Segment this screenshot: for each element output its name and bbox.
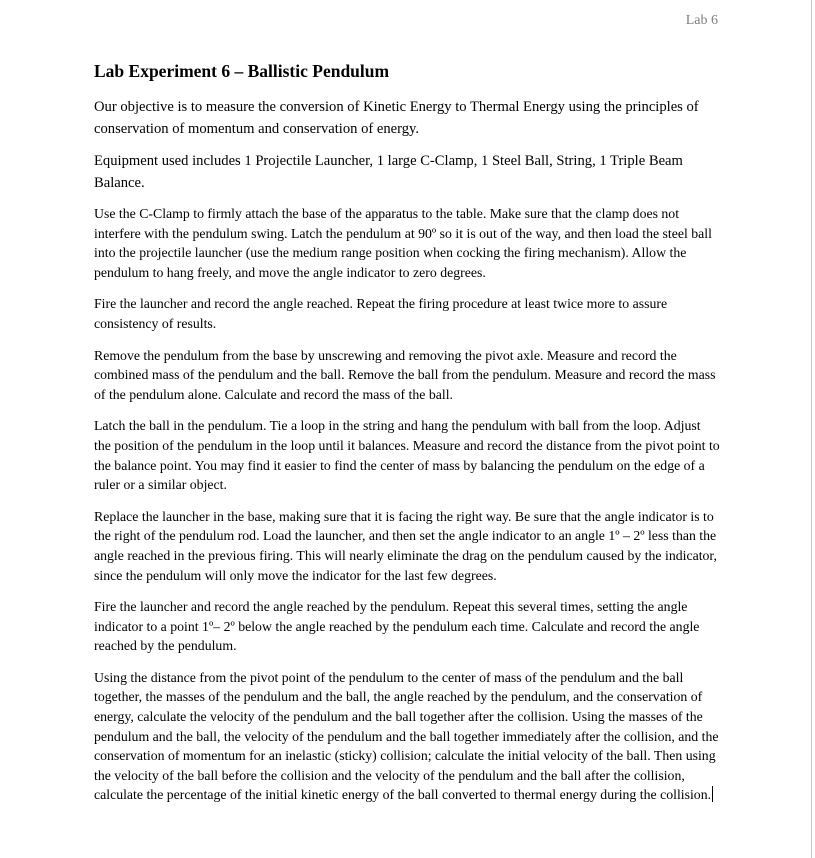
- step-paragraph-first-firing: Fire the launcher and record the angle reached. Repeat the firing procedure at least twice more to assure consistency of results.: [94, 296, 668, 331]
- running-header: Lab 6: [685, 13, 718, 28]
- equipment-paragraph: Equipment used includes 1 Projectile Launcher, 1 large C-Clamp, 1 Steel Ball, String, 1 Triple Beam Balance.: [94, 153, 683, 191]
- step-paragraph-repeat-firing: Fire the launcher and record the angle reached by the pendulum. Repeat this several times, setting the angle indicator to a point 1º– 2º below the angle reached by the pendulum each time. Calculate and record the angle reached by the pendulum.: [94, 599, 700, 654]
- step-paragraph-center-of-mass: Latch the ball in the pendulum. Tie a loop in the string and hang the pendulum with ball from the loop. Adjust the position of the pendulum in the loop until it balances. Measure and record the distance from the pivot point to the balance point. You may find it easier to find the center of mass by balancing the pendulum on the edge of a ruler or a similar object.: [94, 418, 720, 493]
- text-cursor: [712, 786, 713, 802]
- objective-paragraph: Our objective is to measure the conversion of Kinetic Energy to Thermal Energy using the principles of conservation of momentum and conservation of energy.: [94, 99, 699, 137]
- document-title: Lab Experiment 6 – Ballistic Pendulum: [94, 61, 390, 81]
- step-paragraph-masses: Remove the pendulum from the base by unscrewing and removing the pivot axle. Measure and record the combined mass of the pendulum and the ball. Remove the ball from the pendulum. Measure and record the mass of the pendulum alone. Calculate and record the mass of the ball.: [94, 347, 716, 402]
- calculations-text: Using the distance from the pivot point of the pendulum to the center of mass of the pendulum and the ball together, the masses of the pendulum and the ball, the angle reached by the pendulum, and the conservation of energy, calculate the velocity of the pendulum and the ball together after the collision. Using the masses of the pendulum and the ball, the velocity of the pendulum and the ball together immediately after the collision, and the conservation of momentum for an inelastic (sticky) collision; calculate the initial velocity of the ball. Then using the velocity of the ball before the collision and the velocity of the pendulum and the ball after the collision, calculate the percentage of the initial kinetic energy of the ball converted to thermal energy during the collision.: [94, 669, 719, 803]
- document-body[interactable]: [94, 60, 720, 805]
- step-paragraph-reload: Replace the launcher in the base, making sure that it is facing the right way. Be sure that the angle indicator is to the right of the pendulum rod. Load the launcher, and then set the angle indicator to an angle 1º – 2º less than the angle reached in the previous firing. This will nearly eliminate the drag on the pendulum caused by the indicator, since the pendulum will only move the indicator for the last few degrees.: [94, 508, 717, 583]
- step-paragraph-calculations: [94, 668, 720, 805]
- step-paragraph-setup: Use the C-Clamp to firmly attach the base of the apparatus to the table. Make sure that the clamp does not interfere with the pendulum swing. Latch the pendulum at 90º so it is out of the way, and then load the steel ball into the projectile launcher (use the medium range position when cocking the firing mechanism). Allow the pendulum to hang freely, and move the angle indicator to zero degrees.: [94, 206, 712, 280]
